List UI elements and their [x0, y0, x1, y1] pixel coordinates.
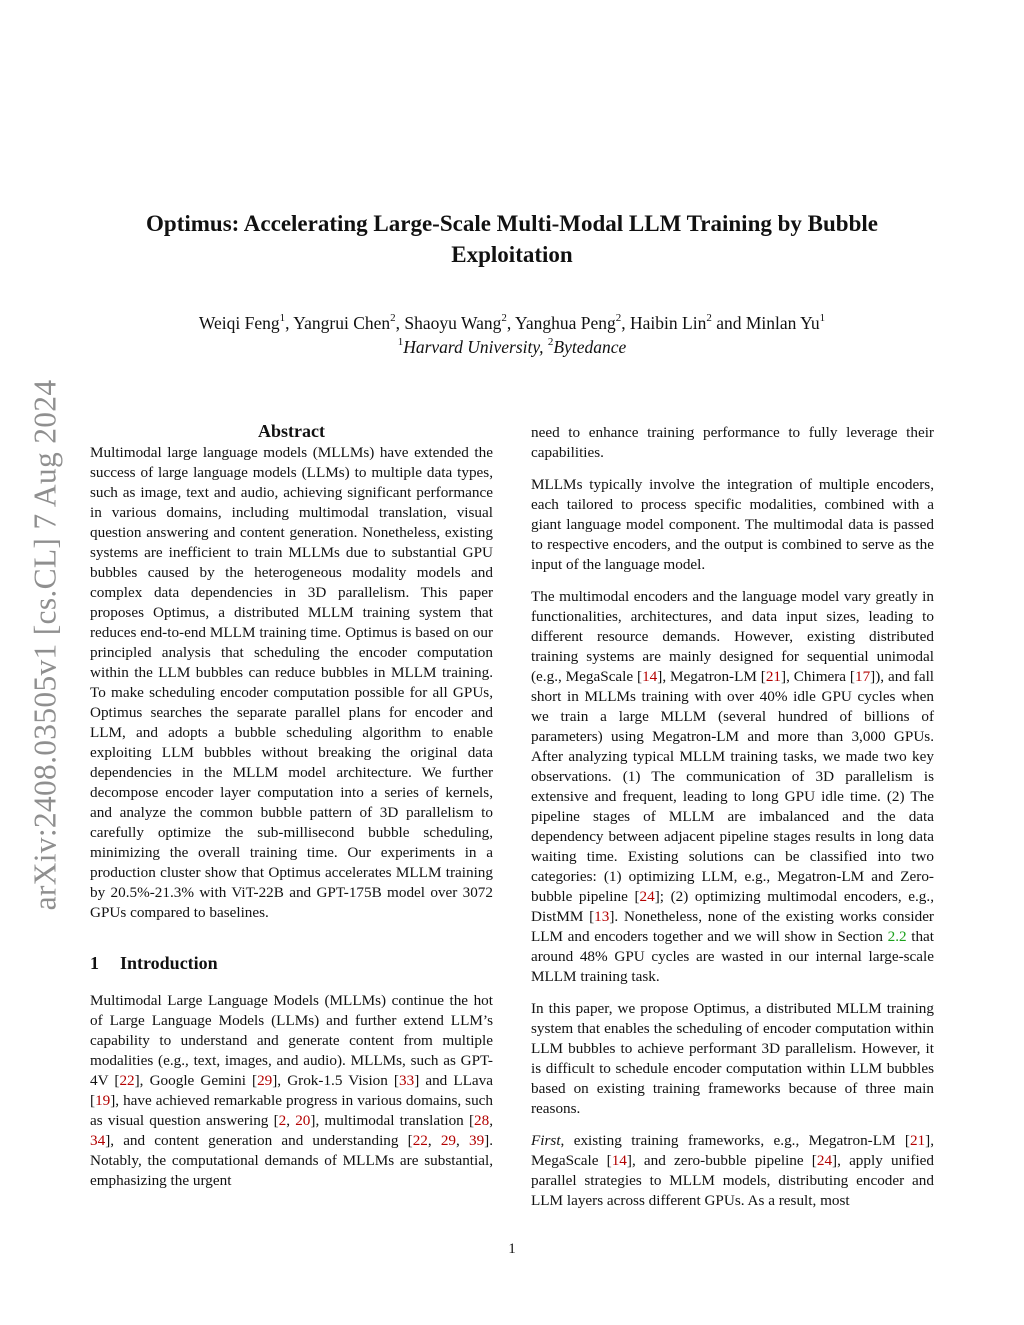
- section-title: Introduction: [120, 953, 218, 973]
- text-segment: ], apply unified parallel strategies to MLLM models, distributing encoder and LLM layers across different GPUs. As a result, most: [531, 1152, 934, 1209]
- citation-link[interactable]: 14: [611, 1152, 627, 1169]
- affiliation-name: Bytedance: [553, 337, 627, 357]
- text-segment: ], Chimera [: [781, 668, 855, 685]
- author-affiliation-mark: 2: [615, 312, 622, 325]
- intro-paragraph-1: [90, 991, 493, 1191]
- text-segment: ], multimodal translation [: [310, 1112, 475, 1129]
- text-segment: ], and zero-bubble pipeline [: [626, 1152, 817, 1169]
- text-segment: The multimodal encoders and the language model vary greatly in functionalities, architectures, and data input sizes, leading to different resource demands. However, existing distributed training systems are mainly designed for sequential unimodal (e.g., MegaScale [: [531, 588, 934, 685]
- citation-link[interactable]: 28: [474, 1112, 490, 1129]
- arxiv-identifier-stamp: [12, 360, 78, 930]
- citation-link[interactable]: 19: [95, 1092, 111, 1109]
- author-affiliation-mark: 1: [819, 312, 826, 325]
- text-segment: ], MegaScale [: [531, 1132, 934, 1169]
- author: Haibin Lin: [630, 313, 707, 333]
- citation-link[interactable]: 17: [854, 668, 871, 685]
- author: Minlan Yu: [745, 313, 820, 333]
- text-segment: ,: [489, 1112, 493, 1129]
- text-segment: ], have achieved remarkable progress in various domains, such as visual question answering [: [90, 1092, 493, 1129]
- abstract-heading: Abstract: [258, 421, 325, 441]
- intro-paragraph-6: [531, 1131, 934, 1211]
- text-segment: ], and content generation and understanding [: [105, 1132, 413, 1149]
- citation-link[interactable]: 20: [295, 1112, 311, 1129]
- author-affiliation-mark: 2: [706, 312, 712, 325]
- text-segment: ], Megatron-LM [: [657, 668, 766, 685]
- right-column: [531, 423, 934, 1223]
- citation-link[interactable]: 34: [90, 1132, 106, 1149]
- text-segment: that around 48% GPU cycles are wasted in our internal large-scale MLLM training task.: [531, 928, 935, 985]
- text-segment: ]; (2) optimizing multimodal encoders, e.g., DistMM [: [531, 888, 934, 925]
- abstract-text: Multimodal large language models (MLLMs) have extended the success of large language models (LLMs) to multiple data types, such as image, text and audio, achieving significant performance in various domains, including multimodal translation, visual question answering and content generation. Nonetheless, existing systems are inefficient to train MLLMs due to substantial GPU bubbles caused by the heterogeneous modality models and complex data dependencies in 3D parallelism. This paper proposes Optimus, a distributed MLLM training system that reduces end-to-end MLLM training time. Optimus is based on our principled analysis that scheduling the encoder computation within the LLM bubbles can reduce bubbles in MLLM training. To make scheduling encoder computation possible for all GPUs, Optimus searches the separate parallel plans for encoder and LLM, and adopts a bubble scheduling algorithm to enable exploiting LLM bubbles without breaking the original data dependencies in the MLLM model architecture. We further decompose encoder layer computation into a series of kernels, and analyze the common bubble pattern of 3D parallelism to carefully optimize the sub-millisecond bubble scheduling, minimizing the overall training time. Our experiments in a production cluster show that Optimus accelerates MLLM training by 20.5%-21.3% with ViT-22B and GPT-175B model over 3072 GPUs compared to baselines.: [90, 444, 493, 921]
- page-number: 1: [508, 1241, 516, 1257]
- citation-link[interactable]: 29: [440, 1132, 457, 1149]
- citation-link[interactable]: 22: [119, 1072, 135, 1089]
- left-column: [90, 420, 493, 1203]
- intro-paragraph-4: [531, 587, 934, 987]
- citation-link[interactable]: 13: [594, 908, 610, 925]
- section-link[interactable]: 2.2: [887, 928, 907, 945]
- citation-link[interactable]: 21: [765, 668, 782, 685]
- text-segment: ], Grok-1.5 Vision [: [272, 1072, 399, 1089]
- intro-paragraph-2: need to enhance training performance to fully leverage their capabilities.: [531, 424, 934, 461]
- affiliation-number: 2: [547, 336, 554, 349]
- text-segment: ,: [427, 1132, 441, 1149]
- affiliation-number: 1: [397, 336, 404, 349]
- author-affiliation-mark: 2: [501, 312, 507, 325]
- arxiv-identifier-text: arXiv:2408.03505v1 [cs.CL] 7 Aug 2024: [27, 379, 62, 911]
- author-list: Weiqi Feng$^1$, Yangrui Chen$^2$, Shaoyu Wang$^2$, Yanghua Peng$^2$, Haibin Lin$^2$ and Minlan Yu$^1$: [198, 312, 826, 333]
- text-segment: , existing training frameworks, e.g., Megatron-LM [: [560, 1132, 910, 1149]
- text-segment: Multimodal Large Language Models (MLLMs) continue the hot of Large Language Models (LLMs) and further extend LLM’s capability to understand and generate content from multiple modalities (e.g., text, images, and audio). MLLMs, such as GPT-4V [: [90, 992, 493, 1089]
- citation-link[interactable]: 33: [399, 1072, 415, 1089]
- text-segment: ]), and fall short in MLLMs training with over 40% idle GPU cycles when we train a large MLLM (several hundred of billions of parameters) using Megatron-LM and more than 3,000 GPUs. After analyzing typical MLLM training tasks, we made two key observations. (1) The communication of 3D parallelism is extensive and frequent, leading to long GPU idle time. (2) The pipeline stages of MLLM are imbalanced and the data dependency between adjacent pipeline stages results in long data waiting time. Existing solutions can be classified into two categories: (1) optimizing LLM, e.g., Megatron-LM and Zero-bubble pipeline [: [531, 668, 935, 905]
- section-number: 1: [90, 953, 99, 973]
- intro-paragraph-3: MLLMs typically involve the integration of multiple encoders, each tailored to process specific modalities, combined with a giant language model component. The multimodal data is passed to respective encoders, and the output is combined to serve as the input of the language model.: [531, 476, 934, 573]
- text-segment: ], Google Gemini [: [134, 1072, 258, 1089]
- citation-link[interactable]: 2: [278, 1112, 287, 1129]
- citation-link[interactable]: 24: [816, 1152, 833, 1169]
- author: Weiqi Feng: [198, 313, 280, 333]
- citation-link[interactable]: 21: [909, 1132, 926, 1149]
- text-segment: ,: [456, 1132, 469, 1149]
- citation-link[interactable]: 24: [639, 888, 655, 905]
- author: Yangrui Chen: [293, 313, 391, 333]
- author-affiliation-mark: 2: [390, 312, 396, 325]
- citation-link[interactable]: 39: [468, 1132, 485, 1149]
- text-segment: ]. Nonetheless, none of the existing works consider LLM and encoders together and we will show in Section: [531, 908, 934, 945]
- section-heading-introduction: [90, 952, 493, 974]
- citation-link[interactable]: 22: [412, 1132, 428, 1149]
- emphasis-text: First: [531, 1132, 561, 1149]
- text-segment: ,: [286, 1112, 296, 1129]
- text-segment: ]. Notably, the computational demands of MLLMs are substantial, emphasizing the urgent: [90, 1132, 494, 1189]
- citation-link[interactable]: 14: [642, 668, 658, 685]
- author: Shaoyu Wang: [404, 313, 502, 333]
- affiliation-list: [100, 335, 924, 359]
- author-affiliation-mark: 1: [279, 312, 286, 325]
- paper-title: Optimus: Accelerating Large-Scale Multi-Modal LLM Training by Bubble Exploitation: [146, 211, 878, 267]
- affiliation-name: Harvard University,: [403, 337, 544, 357]
- author: Yanghua Peng: [514, 313, 616, 333]
- text-segment: ] and LLava [: [90, 1072, 493, 1109]
- citation-link[interactable]: 29: [257, 1072, 273, 1089]
- intro-paragraph-5: In this paper, we propose Optimus, a distributed MLLM training system that enables the scheduling of encoder computation within LLM bubbles to achieve performant 3D parallelism. However, it is difficult to schedule encoder computation within LLM bubbles based on existing training frameworks because of three main reasons.: [531, 1000, 934, 1117]
